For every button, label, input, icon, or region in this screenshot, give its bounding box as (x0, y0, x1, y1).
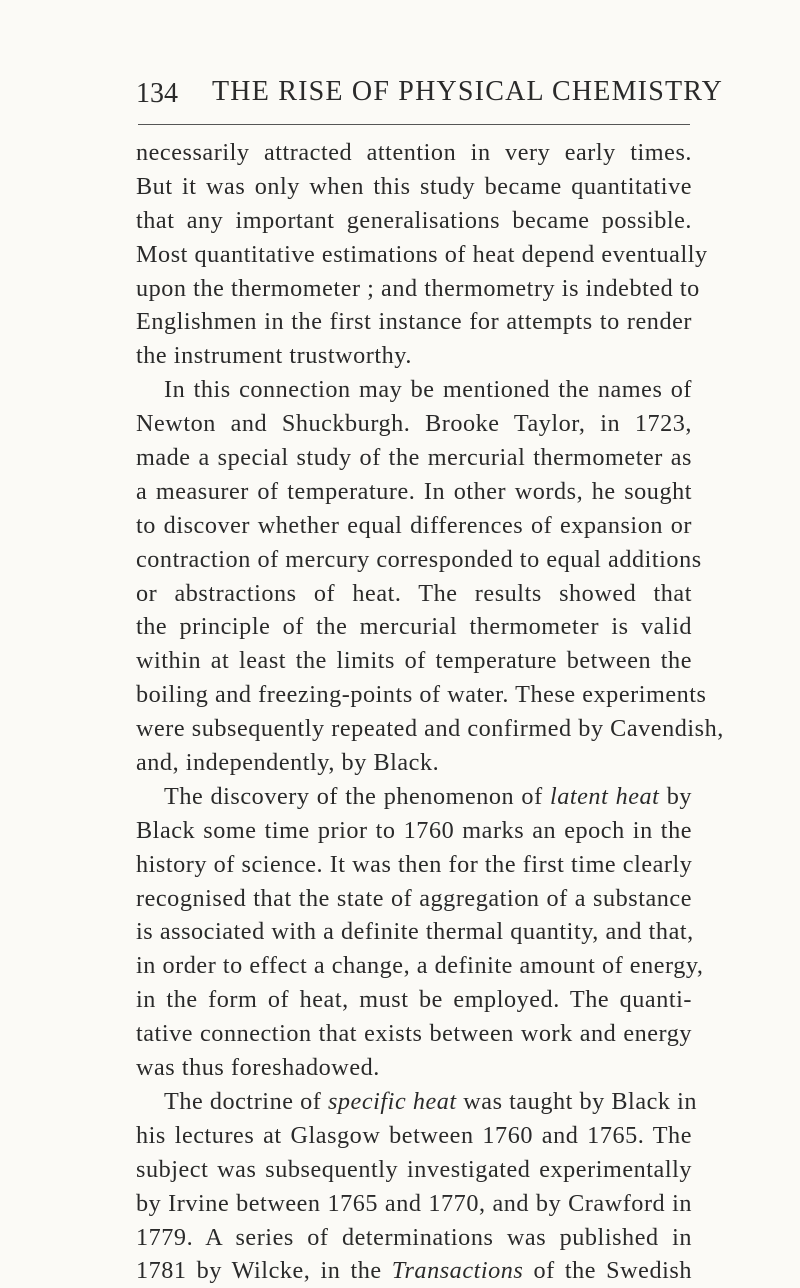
text-span: by (659, 782, 693, 810)
text-line: the instrument trustworthy. (136, 342, 412, 370)
text-line: recognised that the state of aggregation of a substance (136, 884, 692, 912)
text-span: of the Swedish (523, 1257, 692, 1285)
text-line: tative connection that exists between work and energy (136, 1020, 692, 1048)
text-line: history of science. It was then for the first time clearly (136, 850, 693, 878)
body-text (136, 136, 724, 1288)
running-head: THE RISE OF PHYSICAL CHEMISTRY (212, 76, 724, 107)
text-line-with-italic (136, 1085, 698, 1119)
text-line: in the form of heat, must be employed. The quanti- (136, 986, 692, 1014)
text-line: that any important generalisations became possible. (136, 206, 692, 234)
text-line: was thus foreshadowed. (136, 1054, 380, 1082)
text-line-with-italic (136, 780, 692, 814)
text-line: 1779. A series of determinations was published in (136, 1223, 692, 1251)
text-line: and, independently, by Black. (136, 749, 440, 777)
text-line: upon the thermometer ; and thermometry is indebted to (136, 274, 700, 302)
text-span: The doctrine of (164, 1087, 328, 1115)
text-line: to discover whether equal differences of expansion or (136, 511, 692, 539)
text-line: Most quantitative estimations of heat depend eventually (136, 240, 708, 268)
italic-term: latent heat (549, 782, 660, 810)
text-line: boiling and freezing-points of water. These experiments (136, 681, 707, 709)
text-line: Black some time prior to 1760 marks an epoch in the (136, 816, 692, 844)
text-span: The discovery of the phenomenon of (164, 782, 550, 810)
text-line: or abstractions of heat. The results showed that (136, 579, 692, 607)
italic-term: Transactions (391, 1257, 524, 1285)
text-line: a measurer of temperature. In other words, he sought (136, 477, 692, 505)
text-line: subject was subsequently investigated experimentally (136, 1155, 692, 1183)
text-line: Newton and Shuckburgh. Brooke Taylor, in 1723, (136, 410, 692, 438)
text-line: the principle of the mercurial thermometer is valid (136, 613, 692, 641)
text-span: was taught by Black in (456, 1087, 698, 1115)
page-header (0, 76, 800, 116)
text-line: In this connection may be mentioned the names of (164, 376, 692, 404)
text-line: by Irvine between 1765 and 1770, and by Crawford in (136, 1189, 692, 1217)
text-line: were subsequently repeated and confirmed by Cavendish, (136, 715, 724, 743)
italic-term: specific heat (327, 1087, 457, 1115)
page-number: 134 (136, 78, 178, 109)
text-span: 1781 by Wilcke, in the (136, 1257, 392, 1285)
text-line: But it was only when this study became quantitative (136, 172, 692, 200)
text-line: made a special study of the mercurial thermometer as (136, 444, 692, 472)
text-line: within at least the limits of temperature between the (136, 647, 692, 675)
text-line: in order to effect a change, a definite amount of energy, (136, 952, 704, 980)
text-line: Englishmen in the first instance for attempts to render (136, 308, 692, 336)
text-line: contraction of mercury corresponded to equal additions (136, 545, 702, 573)
header-rule (138, 124, 690, 125)
text-line-with-italic (136, 1254, 692, 1288)
text-line: is associated with a definite thermal quantity, and that, (136, 918, 694, 946)
text-line: necessarily attracted attention in very early times. (136, 139, 692, 166)
text-line: his lectures at Glasgow between 1760 and 1765. The (136, 1121, 692, 1149)
